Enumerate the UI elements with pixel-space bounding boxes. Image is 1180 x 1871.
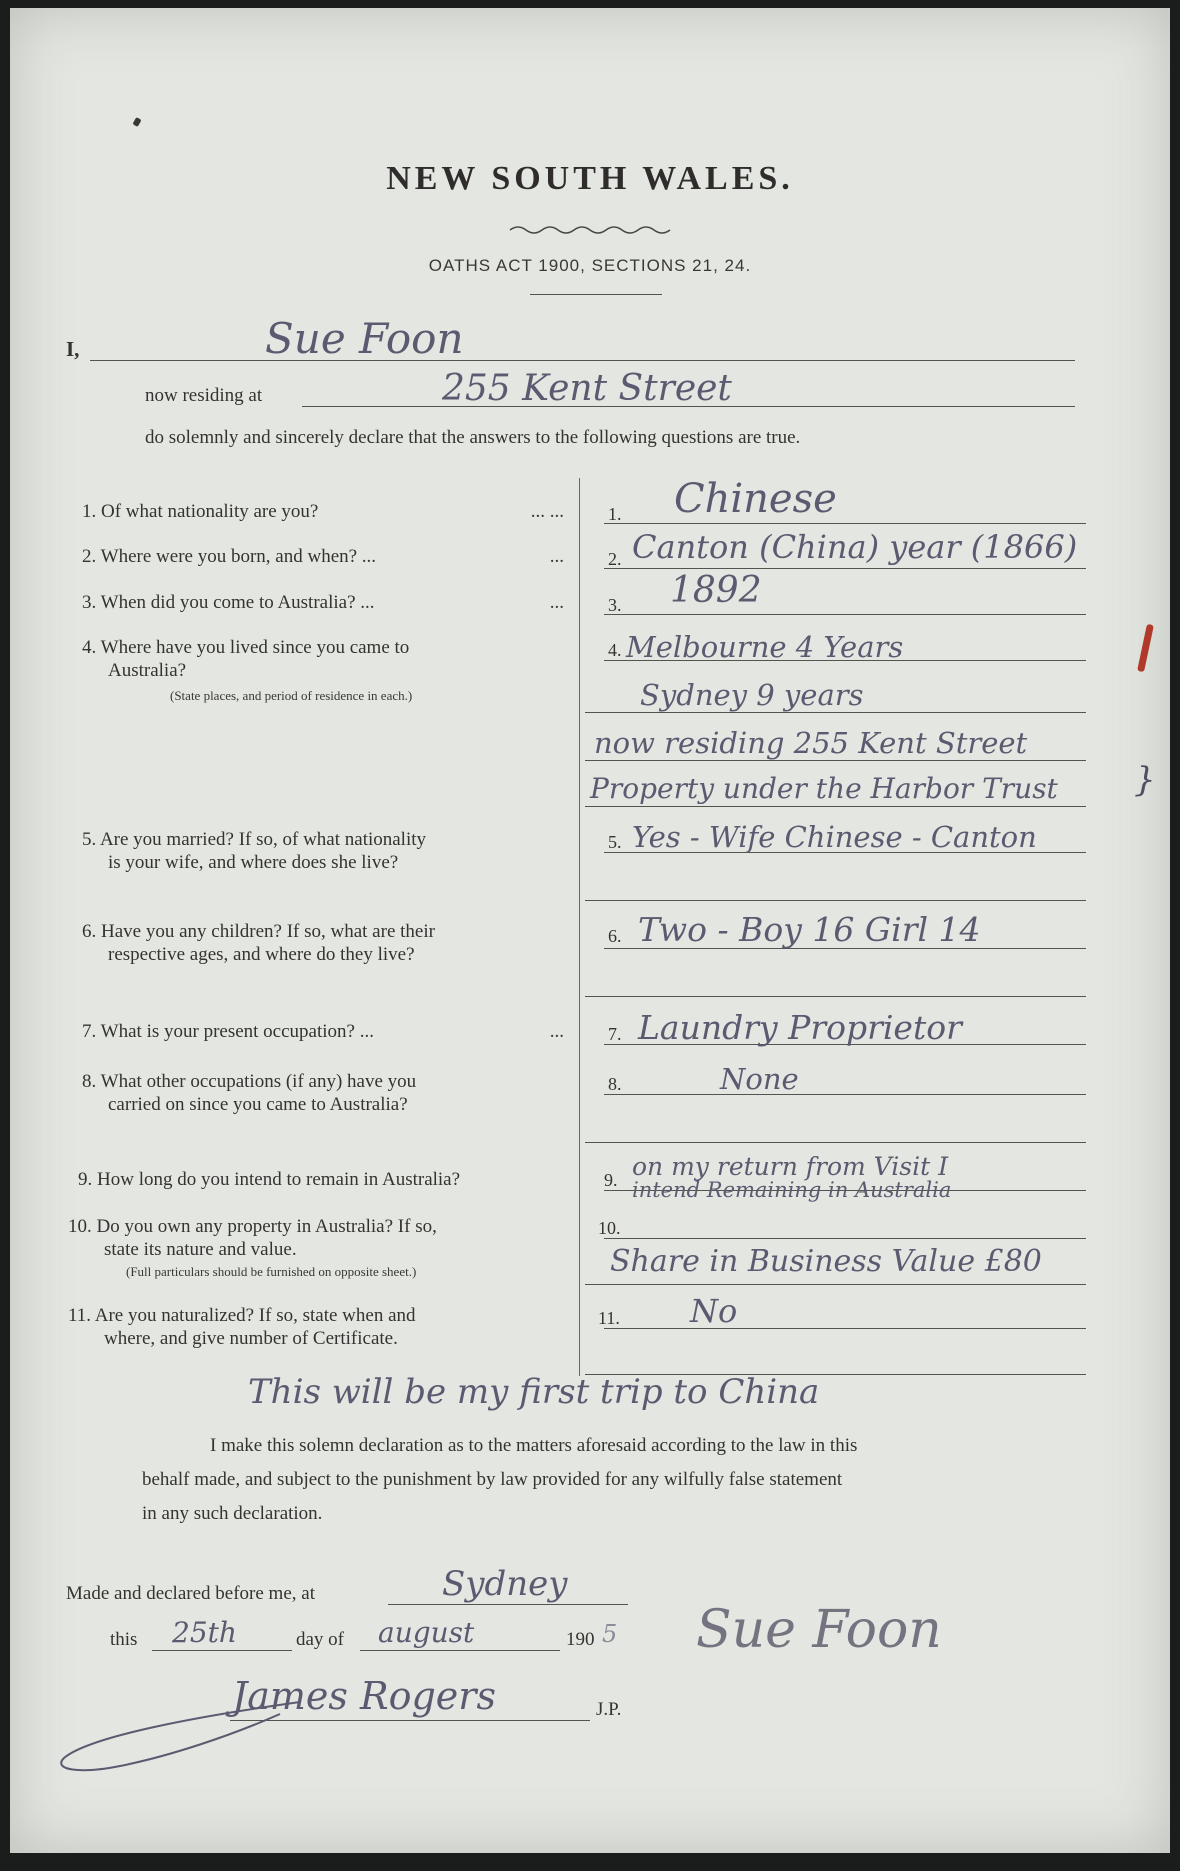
subtitle-rule xyxy=(530,294,662,295)
answer-line-3 xyxy=(604,614,1086,615)
answer-num-5: 5. xyxy=(608,832,622,852)
month-value: august xyxy=(378,1616,475,1649)
extra-note: This will be my first trip to China xyxy=(248,1372,820,1412)
question-5: 5. Are you married? If so, of what nationality is your wife, and where does she live? xyxy=(82,829,427,873)
jp-label: J.P. xyxy=(596,1699,622,1720)
question-11: 11. Are you naturalized? If so, state when and where, and give number of Certificate. xyxy=(68,1305,416,1349)
answer-line-4c xyxy=(585,760,1086,761)
made-before-label: Made and declared before me, at xyxy=(66,1583,315,1604)
declarant-name-line xyxy=(90,360,1075,361)
answer-4-line1: Melbourne 4 Years xyxy=(626,630,904,664)
title-flourish xyxy=(508,222,672,234)
day-line xyxy=(152,1650,292,1651)
answer-2: Canton (China) year (1866) xyxy=(632,528,1078,566)
question-3: 3. When did you come to Australia? ... ... xyxy=(82,592,564,613)
declaration-sheet xyxy=(10,8,1170,1853)
this-label: this xyxy=(110,1629,138,1650)
answer-4-line4: Property under the Harbor Trust xyxy=(590,772,1058,805)
question-1: 1. Of what nationality are you? ... ... xyxy=(82,501,564,522)
question-6: 6. Have you any children? If so, what are their respective ages, and where do they live? xyxy=(82,921,435,965)
place-line xyxy=(388,1604,628,1605)
day-of-label: day of xyxy=(296,1629,345,1650)
answer-num-10: 10. xyxy=(598,1218,621,1238)
answer-num-4: 4. xyxy=(608,640,622,660)
made-before-place: Sydney xyxy=(442,1564,568,1604)
answer-line-8 xyxy=(604,1094,1086,1095)
answer-9-line2: intend Remaining in Australia xyxy=(632,1178,952,1202)
red-margin-mark xyxy=(1137,624,1154,672)
answer-num-1: 1. xyxy=(608,504,622,524)
answer-4-bracket: } xyxy=(1134,760,1156,800)
answer-5: Yes - Wife Chinese - Canton xyxy=(632,820,1037,854)
declaration-line-3: in any such declaration. xyxy=(142,1503,323,1524)
declare-text: do solemnly and sincerely declare that the answers to the following questions are true. xyxy=(145,427,801,448)
answer-num-3: 3. xyxy=(608,595,622,615)
residing-value: 255 Kent Street xyxy=(442,368,732,409)
declaration-line-2: behalf made, and subject to the punishment by law provided for any wilfully false statement xyxy=(142,1469,843,1490)
declaration-line-1: I make this solemn declaration as to the matters aforesaid according to the law in this xyxy=(210,1435,858,1456)
month-line xyxy=(360,1650,560,1651)
answer-8: None xyxy=(720,1062,799,1096)
question-2: 2. Where were you born, and when? ... ... xyxy=(82,546,564,567)
answer-line-4d xyxy=(585,806,1086,807)
answer-line-5b xyxy=(585,900,1086,901)
answer-num-9: 9. xyxy=(604,1170,618,1190)
answer-num-2: 2. xyxy=(608,549,622,569)
declarant-prefix: I, xyxy=(66,337,80,361)
answer-line-6b xyxy=(585,996,1086,997)
question-10: 10. Do you own any property in Australia? If so, state its nature and value. xyxy=(68,1216,437,1260)
answer-1: Chinese xyxy=(674,476,837,522)
answer-3: 1892 xyxy=(670,570,762,611)
answer-line-10b xyxy=(585,1284,1086,1285)
answer-7: Laundry Proprietor xyxy=(638,1008,962,1047)
document-title: NEW SOUTH WALES. xyxy=(386,160,794,197)
answer-4-line2: Sydney 9 years xyxy=(640,678,864,712)
jp-signature-flourish xyxy=(50,1696,310,1776)
document-subtitle: OATHS ACT 1900, SECTIONS 21, 24. xyxy=(428,256,752,275)
answer-num-7: 7. xyxy=(608,1024,622,1044)
question-9: 9. How long do you intend to remain in Australia? xyxy=(78,1169,461,1190)
question-7: 7. What is your present occupation? ... ... xyxy=(82,1021,564,1042)
answer-line-4b xyxy=(585,712,1086,713)
question-8: 8. What other occupations (if any) have you carried on since you came to Australia? xyxy=(82,1071,417,1115)
year-prefix: 190 xyxy=(566,1629,595,1650)
question-4: 4. Where have you lived since you came to Australia? xyxy=(82,637,410,681)
answer-num-8: 8. xyxy=(608,1074,622,1094)
column-divider xyxy=(579,478,580,1376)
answer-line-2 xyxy=(604,568,1086,569)
residing-label: now residing at xyxy=(145,385,263,406)
answer-4-line3: now residing 255 Kent Street xyxy=(594,726,1028,760)
declarant-signature: Sue Foon xyxy=(696,1600,942,1660)
answer-num-11: 11. xyxy=(598,1308,620,1328)
jp-signature: James Rogers xyxy=(232,1674,496,1718)
answer-6: Two - Boy 16 Girl 14 xyxy=(638,910,981,949)
answer-11: No xyxy=(690,1292,738,1330)
answer-line-1 xyxy=(604,523,1086,524)
declarant-name: Sue Foon xyxy=(265,314,464,363)
answer-line-11 xyxy=(604,1328,1086,1329)
answer-9-line1: on my return from Visit I xyxy=(632,1152,948,1181)
day-value: 25th xyxy=(172,1616,237,1649)
answer-line-8b xyxy=(585,1142,1086,1143)
question-10-note: (Full particulars should be furnished on opposite sheet.) xyxy=(126,1264,417,1279)
answer-num-6: 6. xyxy=(608,926,622,946)
answer-line-10 xyxy=(604,1238,1086,1239)
ink-speck xyxy=(132,117,141,127)
answer-10: Share in Business Value £80 xyxy=(610,1244,1042,1279)
year-suffix: 5 xyxy=(602,1620,618,1648)
question-4-note: (State places, and period of residence in each.) xyxy=(170,688,413,703)
